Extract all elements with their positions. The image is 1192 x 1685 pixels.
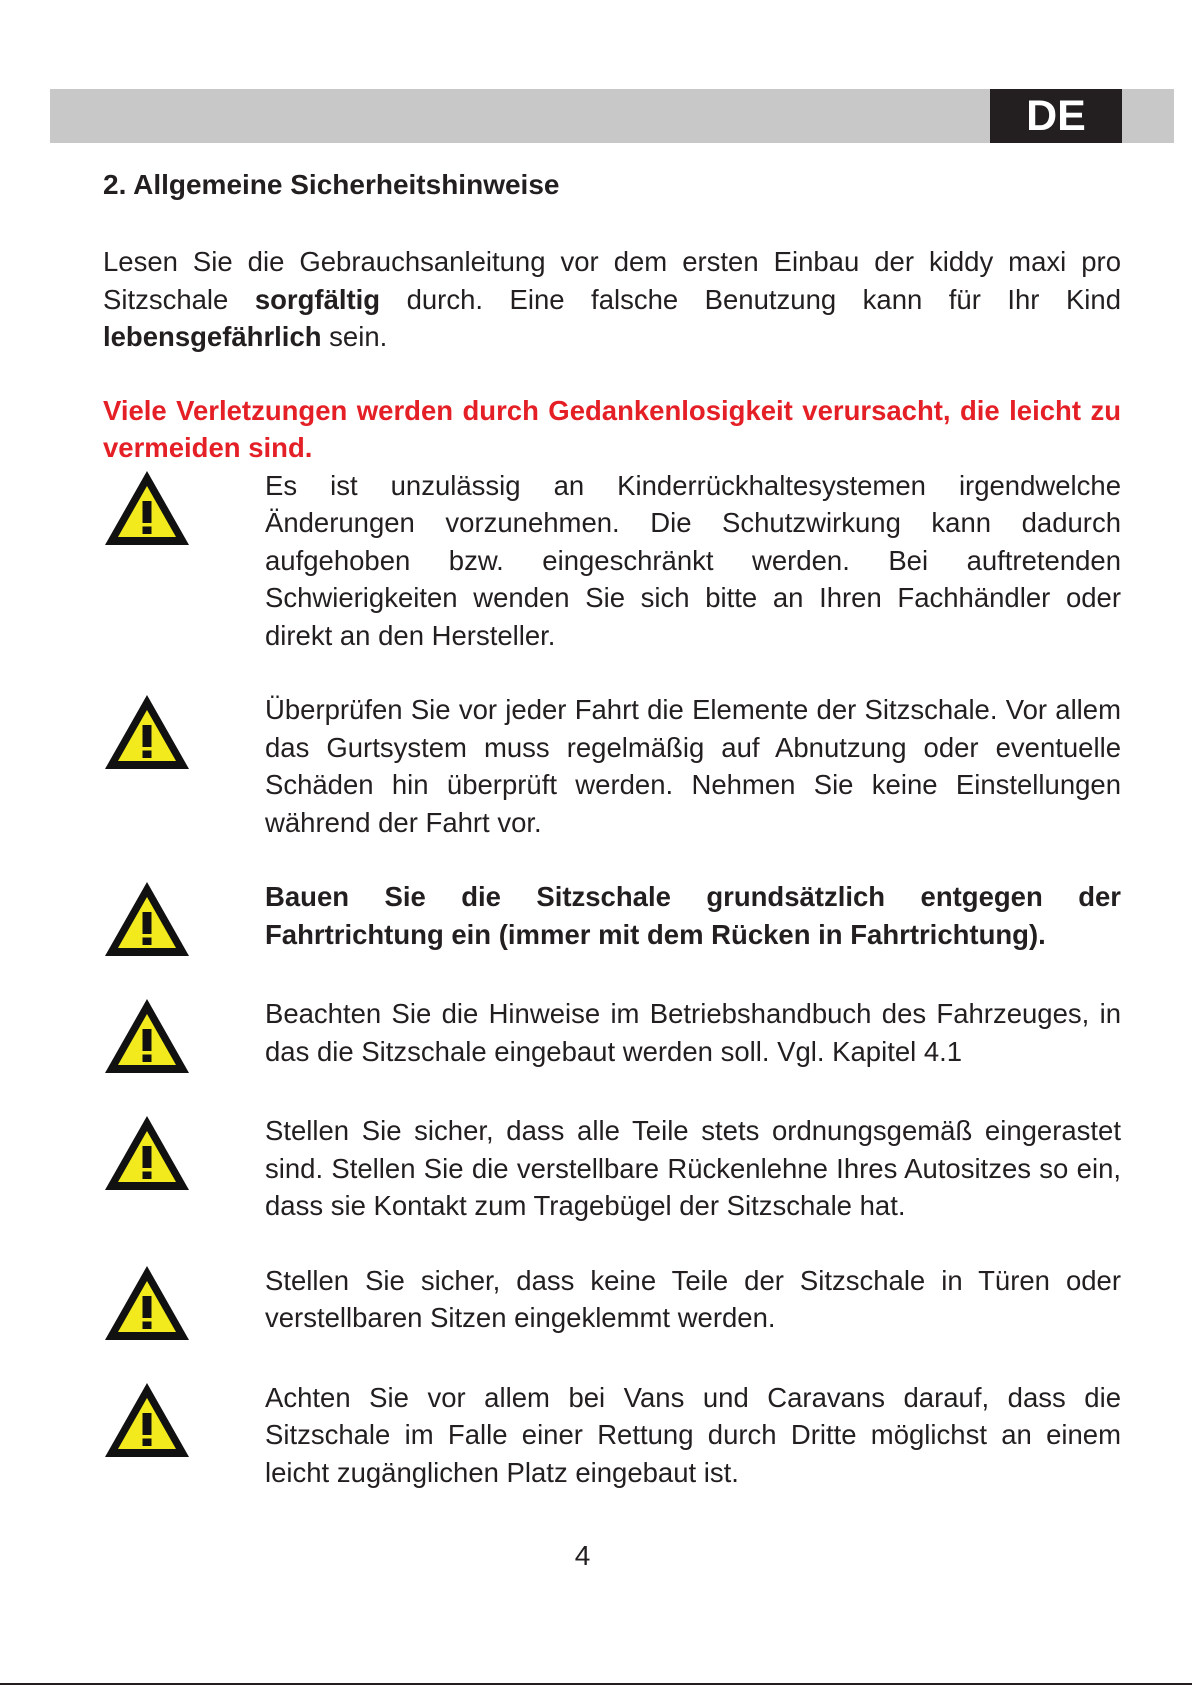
warning-triangle-icon xyxy=(103,467,265,655)
warning-triangle-icon xyxy=(103,691,265,841)
page-number: 4 xyxy=(574,1540,591,1571)
warning-text: Überprüfen Sie vor jeder Fahrt die Elemente der Sitzschale. Vor allem das Gurtsystem muss regelmäßig auf Abnutzung oder eventuelle Schäden hin überprüft werden. Nehmen Sie keine Einstellungen während der Fahrt vor. xyxy=(265,694,1121,838)
warning-triangle-icon xyxy=(103,878,265,958)
warning-triangle-icon xyxy=(103,1262,265,1342)
warning-item xyxy=(103,878,1121,958)
page-content xyxy=(103,160,1121,1491)
warning-item xyxy=(103,467,1121,655)
intro-paragraph xyxy=(103,243,1121,356)
warning-text: Es ist unzulässig an Kinderrückhaltesystemen irgendwelche Änderungen vorzunehmen. Die Schutzwirkung kann dadurch aufgehoben bzw. eingeschränkt werden. Bei auftretenden Schwierigkeiten wenden Sie sich bitte an Ihren Fachhändler oder direkt an den Hersteller. xyxy=(265,469,1121,651)
warning-text: Beachten Sie die Hinweise im Betriebshandbuch des Fahrzeuges, in das die Sitzschale eingebaut werden soll. Vgl. Kapitel 4.1 xyxy=(265,998,1121,1067)
intro-text: Lesen Sie die Gebrauchsanleitung vor dem ersten Einbau der kiddy maxi pro Sitzschale xyxy=(103,246,1121,315)
intro-text: sein. xyxy=(321,321,388,352)
warning-text: Achten Sie vor allem bei Vans und Caravans darauf, dass die Sitzschale im Falle einer Rettung durch Dritte möglichst an einem leicht zugänglichen Platz eingebaut ist. xyxy=(265,1381,1121,1488)
warning-triangle-icon xyxy=(103,1379,265,1492)
warning-text: Stellen Sie sicher, dass keine Teile der Sitzschale in Türen oder verstellbaren Sitzen eingeklemmt werden. xyxy=(265,1264,1121,1333)
language-badge: DE xyxy=(990,89,1122,143)
warning-item xyxy=(103,1112,1121,1225)
warning-item xyxy=(103,995,1121,1075)
intro-text: durch. Eine falsche Benutzung kann für Ihr Kind xyxy=(380,283,1121,315)
warning-triangle-icon xyxy=(103,995,265,1075)
warning-triangle-icon xyxy=(103,1112,265,1225)
intro-emphasis: sorgfältig xyxy=(254,283,381,315)
section-heading: 2. Allgemeine Sicherheitshinweise xyxy=(103,169,560,200)
warning-item xyxy=(103,1262,1121,1342)
intro-emphasis: lebensgefährlich xyxy=(103,321,322,352)
warning-text: Bauen Sie die Sitzschale grundsätzlich entgegen der Fahrtrichtung ein (immer mit dem Rücken in Fahrtrichtung). xyxy=(265,881,1121,950)
warning-item xyxy=(103,691,1121,841)
warning-item xyxy=(103,1379,1121,1492)
warning-text: Stellen Sie sicher, dass alle Teile stets ordnungsgemäß eingerastet sind. Stellen Sie die verstellbare Rückenlehne Ihres Autositzes so ein, dass sie Kontakt zum Tragebügel der Sitzschale hat. xyxy=(265,1115,1121,1221)
red-warning: Viele Verletzungen werden durch Gedankenlosigkeit verursacht, die leicht zu vermeiden sind. xyxy=(103,394,1121,463)
